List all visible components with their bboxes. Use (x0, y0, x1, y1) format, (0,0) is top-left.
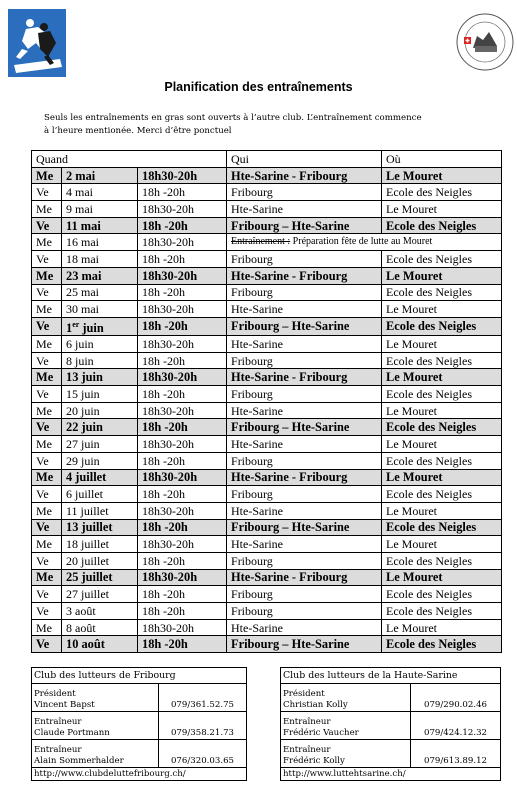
contact-role: Président (34, 689, 76, 699)
table-row (32, 486, 502, 503)
cell-time: 18h30-20h (138, 536, 227, 553)
cell-day: Ve (32, 452, 62, 469)
cell-where: Le Mouret (382, 436, 502, 453)
cell-day: Me (32, 469, 62, 486)
cell-time: 18h30-20h (138, 469, 227, 486)
table-row (32, 217, 502, 234)
cell-date: 20 juillet (62, 552, 138, 569)
intro-text (44, 112, 484, 138)
intro-line: Seuls les entraînements en gras sont ouverts à l’autre club. L’entraînement commence (44, 113, 422, 123)
cell-where: Ecole des Neigles (382, 603, 502, 620)
cell-day: Ve (32, 586, 62, 603)
cell-day: Ve (32, 603, 62, 620)
contact-phone: 079/290.02.46 (411, 684, 501, 712)
cell-day: Ve (32, 284, 62, 301)
cell-who: Fribourg – Hte-Sarine (227, 317, 382, 335)
cell-day: Me (32, 402, 62, 419)
cell-where: Ecole des Neigles (382, 217, 502, 234)
cell-time: 18h -20h (138, 251, 227, 268)
cell-where: Ecole des Neigles (382, 486, 502, 503)
cell-date: 10 août (62, 636, 138, 653)
cell-date: 23 mai (62, 267, 138, 284)
contact-info (32, 740, 159, 768)
contact-role: Entraîneur (34, 745, 82, 755)
cell-time: 18h30-20h (138, 402, 227, 419)
cell-day: Me (32, 536, 62, 553)
cell-where: Ecole des Neigles (382, 519, 502, 536)
cell-day: Ve (32, 519, 62, 536)
cell-date: 1er juin (62, 317, 138, 335)
cell-where: Le Mouret (382, 369, 502, 386)
cell-where: Le Mouret (382, 502, 502, 519)
contact-name: Christian Kolly (283, 700, 348, 710)
cell-date: 8 juin (62, 352, 138, 369)
table-row (32, 234, 502, 251)
contact-info (281, 684, 411, 712)
cell-date: 25 mai (62, 284, 138, 301)
club-website-link[interactable]: http://www.luttehtsarine.ch/ (281, 768, 501, 781)
cell-where: Le Mouret (382, 469, 502, 486)
cell-where: Ecole des Neigles (382, 352, 502, 369)
cell-day: Ve (32, 486, 62, 503)
cell-who: Fribourg (227, 452, 382, 469)
table-row (32, 167, 502, 184)
cell-time: 18h -20h (138, 217, 227, 234)
cell-time: 18h -20h (138, 519, 227, 536)
cell-time: 18h30-20h (138, 301, 227, 318)
contact-row (281, 684, 501, 712)
cell-who: Hte-Sarine (227, 201, 382, 218)
cell-where: Le Mouret (382, 569, 502, 586)
cell-time: 18h -20h (138, 352, 227, 369)
cell-day: Me (32, 267, 62, 284)
cell-time: 18h30-20h (138, 167, 227, 184)
cell-where: Ecole des Neigles (382, 552, 502, 569)
table-row (32, 267, 502, 284)
cell-day: Ve (32, 251, 62, 268)
cell-who: Hte-Sarine (227, 402, 382, 419)
cell-who: Hte-Sarine (227, 301, 382, 318)
cell-time: 18h30-20h (138, 569, 227, 586)
contact-row (32, 740, 247, 768)
cell-date: 30 mai (62, 301, 138, 318)
contact-role: Entraîneur (34, 717, 82, 727)
contact-phone: 076/320.03.65 (159, 740, 247, 768)
cell-who: Fribourg (227, 251, 382, 268)
cell-day: Me (32, 234, 62, 251)
cell-day: Ve (32, 217, 62, 234)
cell-date: 8 août (62, 619, 138, 636)
cell-date: 3 août (62, 603, 138, 620)
cell-who: Hte-Sarine (227, 336, 382, 353)
cell-where: Le Mouret (382, 336, 502, 353)
cell-date: 22 juin (62, 419, 138, 436)
cell-date: 11 juillet (62, 502, 138, 519)
cell-time: 18h30-20h (138, 436, 227, 453)
table-row (32, 284, 502, 301)
cell-where: Le Mouret (382, 619, 502, 636)
table-row (32, 336, 502, 353)
cell-where: Ecole des Neigles (382, 251, 502, 268)
cell-where: Le Mouret (382, 402, 502, 419)
cell-time: 18h -20h (138, 552, 227, 569)
cell-time: 18h -20h (138, 452, 227, 469)
cell-day: Ve (32, 386, 62, 403)
table-row (32, 452, 502, 469)
cell-where: Le Mouret (382, 167, 502, 184)
contact-info (281, 740, 411, 768)
table-row (32, 386, 502, 403)
cell-who: Fribourg – Hte-Sarine (227, 519, 382, 536)
table-row (32, 369, 502, 386)
cell-where: Ecole des Neigles (382, 586, 502, 603)
cell-who: Hte-Sarine - Fribourg (227, 469, 382, 486)
cell-date: 20 juin (62, 402, 138, 419)
cell-who: Hte-Sarine (227, 502, 382, 519)
contact-info (32, 684, 159, 712)
contact-row (32, 684, 247, 712)
cell-day: Me (32, 569, 62, 586)
cell-who: Hte-Sarine (227, 536, 382, 553)
contact-name: Alain Sommerhalder (34, 756, 124, 766)
cell-time: 18h30-20h (138, 619, 227, 636)
cell-date: 4 juillet (62, 469, 138, 486)
cell-day: Ve (32, 317, 62, 335)
cell-who: Hte-Sarine - Fribourg (227, 369, 382, 386)
cell-who-text: Préparation fête de lutte au Mouret (290, 236, 433, 248)
contact-row (32, 712, 247, 740)
cell-time: 18h -20h (138, 386, 227, 403)
header-quand: Quand (32, 151, 227, 168)
cell-who: Fribourg – Hte-Sarine (227, 636, 382, 653)
cell-date: 27 juin (62, 436, 138, 453)
cell-day: Ve (32, 419, 62, 436)
table-row (32, 502, 502, 519)
cell-who: Fribourg (227, 352, 382, 369)
table-row (32, 552, 502, 569)
contact-name: Frédéric Kolly (283, 756, 345, 766)
table-row (32, 519, 502, 536)
contact-name: Claude Portmann (34, 728, 110, 738)
table-row (32, 402, 502, 419)
cell-who: Fribourg (227, 552, 382, 569)
cell-who: Fribourg (227, 486, 382, 503)
cell-time: 18h -20h (138, 486, 227, 503)
cell-time: 18h30-20h (138, 502, 227, 519)
table-row (32, 586, 502, 603)
table-row (32, 436, 502, 453)
club-name-row (281, 668, 501, 684)
cell-where: Ecole des Neigles (382, 317, 502, 335)
contact-role: Entraîneur (283, 717, 331, 727)
club-name: Club des lutteurs de la Haute-Sarine (281, 668, 501, 684)
table-row (32, 536, 502, 553)
cell-date: 9 mai (62, 201, 138, 218)
club-fribourg-box (31, 667, 247, 781)
cell-where: Ecole des Neigles (382, 184, 502, 201)
cell-time: 18h30-20h (138, 336, 227, 353)
contact-row (281, 712, 501, 740)
cell-day: Me (32, 167, 62, 184)
cell-who: Fribourg (227, 284, 382, 301)
cell-time: 18h -20h (138, 603, 227, 620)
cell-date: 6 juillet (62, 486, 138, 503)
table-row (32, 317, 502, 335)
table-row (32, 184, 502, 201)
cell-date: 16 mai (62, 234, 138, 251)
table-row (32, 469, 502, 486)
cell-day: Ve (32, 184, 62, 201)
table-row (32, 619, 502, 636)
wrestlers-logo (8, 9, 66, 77)
cell-who: Fribourg – Hte-Sarine (227, 419, 382, 436)
club-seal-logo (455, 12, 515, 72)
cell-who: Hte-Sarine - Fribourg (227, 167, 382, 184)
contact-role: Entraîneur (283, 745, 331, 755)
cell-where: Ecole des Neigles (382, 452, 502, 469)
cell-where: Ecole des Neigles (382, 419, 502, 436)
cell-where: Ecole des Neigles (382, 386, 502, 403)
cell-where: Ecole des Neigles (382, 284, 502, 301)
cell-who: Fribourg – Hte-Sarine (227, 217, 382, 234)
contact-row (281, 740, 501, 768)
cell-time: 18h30-20h (138, 267, 227, 284)
contact-role: Président (283, 689, 325, 699)
contact-name: Vincent Bapst (34, 700, 95, 710)
cell-who (227, 234, 502, 251)
cell-day: Me (32, 201, 62, 218)
cell-where: Le Mouret (382, 301, 502, 318)
cell-date: 18 juillet (62, 536, 138, 553)
club-link-row (32, 768, 247, 781)
header-qui: Qui (227, 151, 382, 168)
cell-date: 29 juin (62, 452, 138, 469)
struck-label: Entraînement : (231, 236, 291, 248)
cell-who: Hte-Sarine - Fribourg (227, 569, 382, 586)
table-row (32, 419, 502, 436)
cell-date: 18 mai (62, 251, 138, 268)
cell-day: Me (32, 502, 62, 519)
contact-info (32, 712, 159, 740)
contact-phone: 079/424.12.32 (411, 712, 501, 740)
club-name: Club des lutteurs de Fribourg (32, 668, 247, 684)
cell-day: Me (32, 619, 62, 636)
cell-time: 18h30-20h (138, 201, 227, 218)
cell-date: 2 mai (62, 167, 138, 184)
cell-day: Me (32, 369, 62, 386)
table-row (32, 301, 502, 318)
cell-who: Hte-Sarine (227, 619, 382, 636)
cell-who: Fribourg (227, 184, 382, 201)
cell-date: 4 mai (62, 184, 138, 201)
cell-time: 18h30-20h (138, 234, 227, 251)
cell-day: Ve (32, 552, 62, 569)
club-name-row (32, 668, 247, 684)
table-row (32, 603, 502, 620)
cell-who: Hte-Sarine - Fribourg (227, 267, 382, 284)
cell-who: Fribourg (227, 586, 382, 603)
contact-info (281, 712, 411, 740)
contact-phone: 079/358.21.73 (159, 712, 247, 740)
cell-date: 25 juillet (62, 569, 138, 586)
table-row (32, 201, 502, 218)
intro-line: à l’heure mentionée. Merci d’être ponctuel (44, 126, 232, 136)
table-row (32, 251, 502, 268)
cell-where: Le Mouret (382, 267, 502, 284)
schedule-table (31, 150, 502, 653)
cell-who: Fribourg (227, 603, 382, 620)
cell-who: Fribourg (227, 386, 382, 403)
cell-time: 18h -20h (138, 419, 227, 436)
cell-time: 18h -20h (138, 284, 227, 301)
cell-day: Ve (32, 636, 62, 653)
cell-date: 11 mai (62, 217, 138, 234)
cell-where: Le Mouret (382, 536, 502, 553)
cell-time: 18h -20h (138, 184, 227, 201)
cell-date: 13 juin (62, 369, 138, 386)
cell-time: 18h -20h (138, 317, 227, 335)
cell-date: 27 juillet (62, 586, 138, 603)
cell-where: Le Mouret (382, 201, 502, 218)
contact-phone: 079/613.89.12 (411, 740, 501, 768)
club-link-row (281, 768, 501, 781)
contact-phone: 079/361.52.75 (159, 684, 247, 712)
header-ou: Où (382, 151, 502, 168)
cell-day: Ve (32, 352, 62, 369)
cell-time: 18h30-20h (138, 369, 227, 386)
cell-where: Ecole des Neigles (382, 636, 502, 653)
cell-day: Me (32, 301, 62, 318)
table-row (32, 569, 502, 586)
cell-time: 18h -20h (138, 636, 227, 653)
cell-day: Me (32, 436, 62, 453)
table-row (32, 636, 502, 653)
cell-date: 15 juin (62, 386, 138, 403)
club-website-link[interactable]: http://www.clubdeluttefribourg.ch/ (32, 768, 247, 781)
table-header-row (32, 151, 502, 168)
cell-date: 6 juin (62, 336, 138, 353)
cell-time: 18h -20h (138, 586, 227, 603)
table-row (32, 352, 502, 369)
contact-name: Frédéric Vaucher (283, 728, 359, 738)
cell-who: Hte-Sarine (227, 436, 382, 453)
cell-date: 13 juillet (62, 519, 138, 536)
club-haute-sarine-box (280, 667, 501, 781)
cell-day: Me (32, 336, 62, 353)
page-title: Planification des entraînements (164, 80, 353, 94)
